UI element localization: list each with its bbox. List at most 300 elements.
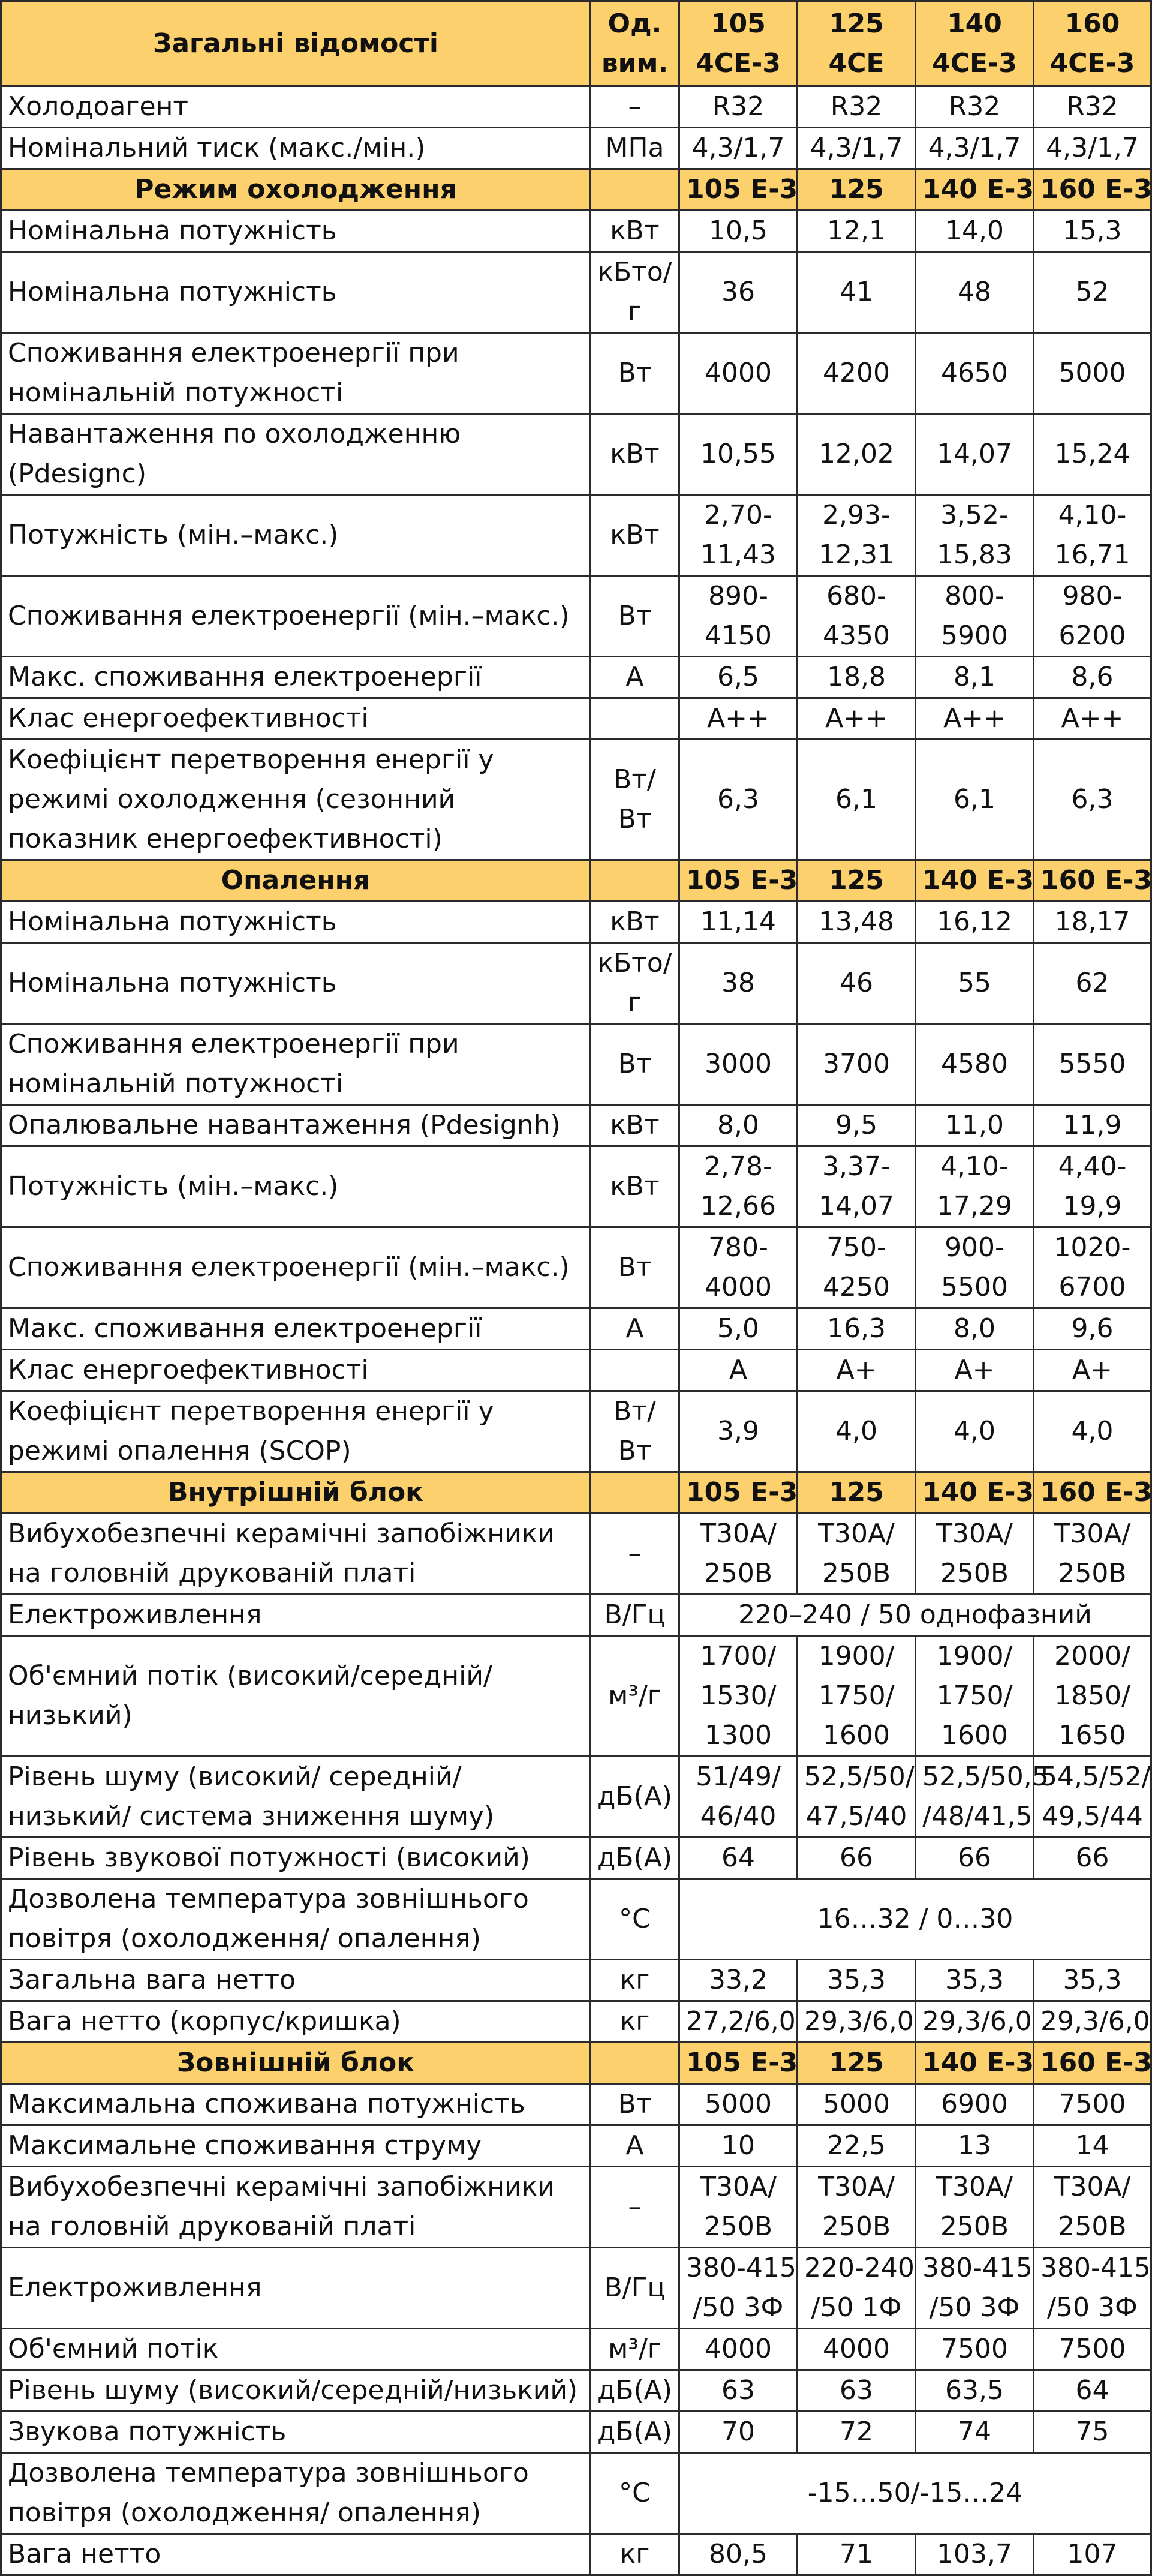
row-value xyxy=(916,1308,1034,1350)
value-line: T30A/ xyxy=(818,2172,895,2202)
row-value xyxy=(798,657,916,698)
row-label: Дозволена температура зовнішнього повітря (охолодження/ опалення) xyxy=(1,2453,591,2534)
row-value xyxy=(916,1838,1034,1879)
cooling-section-header xyxy=(1,169,1151,211)
row-value xyxy=(679,902,798,943)
row-label: Вибухобезпечні керамічні запобіжники на головній друкованій платі xyxy=(1,2167,591,2248)
row-value xyxy=(916,902,1034,943)
row-span-value: 16…32 / 0…30 xyxy=(679,1879,1151,1960)
value-line: A xyxy=(729,1355,748,1385)
value-line: 6900 xyxy=(941,2089,1008,2119)
row-value xyxy=(679,698,798,740)
row-value xyxy=(1034,211,1151,252)
model-header: 160 E-3 xyxy=(1034,169,1151,211)
row-unit: °C xyxy=(591,1879,679,1960)
value-line: 27,2/6,0 xyxy=(686,2006,796,2037)
value-line: 6,5 xyxy=(717,662,759,692)
row-value xyxy=(679,333,798,414)
value-line: 3700 xyxy=(823,1049,890,1079)
value-line: 1300 xyxy=(705,1720,772,1751)
row-span-value: -15…50/-15…24 xyxy=(679,2453,1151,2534)
table-row xyxy=(1,252,1151,333)
value-line: 4200 xyxy=(823,358,890,388)
row-value xyxy=(798,1146,916,1227)
model-header-line2: 4CE-3 xyxy=(696,47,781,79)
row-value xyxy=(798,2412,916,2453)
value-line: 10 xyxy=(721,2130,755,2161)
value-line: 12,1 xyxy=(827,215,886,246)
row-label: Номінальна потужність xyxy=(1,252,591,333)
row-value xyxy=(1034,86,1151,128)
value-line: 66 xyxy=(1075,1842,1109,1873)
row-value xyxy=(679,252,798,333)
row-label: Потужність (мін.–макс.) xyxy=(1,1146,591,1227)
value-line: 63 xyxy=(721,2375,755,2406)
row-value xyxy=(798,2248,916,2329)
row-value xyxy=(916,2125,1034,2167)
value-line: 11,9 xyxy=(1063,1110,1122,1140)
value-line: 36 xyxy=(721,277,755,307)
row-value xyxy=(679,86,798,128)
value-line: 800- xyxy=(945,581,1004,611)
row-value xyxy=(916,1514,1034,1595)
general-header-row xyxy=(1,1,1151,86)
value-line: 750- xyxy=(826,1232,886,1263)
value-line: 6700 xyxy=(1058,1272,1126,1302)
model-column-header xyxy=(798,1,916,86)
value-line: 250В xyxy=(1058,1558,1127,1589)
value-line: 9,6 xyxy=(1071,1313,1114,1344)
row-value xyxy=(1034,1024,1151,1105)
row-value xyxy=(679,1024,798,1105)
row-value xyxy=(1034,902,1151,943)
value-line: T30A/ xyxy=(700,1518,777,1549)
value-line: 4000 xyxy=(705,358,772,388)
row-value xyxy=(798,1838,916,1879)
value-line: 8,0 xyxy=(954,1313,995,1344)
row-value xyxy=(679,128,798,169)
value-line: 1700/ xyxy=(700,1641,777,1671)
value-line: 7500 xyxy=(1058,2334,1126,2364)
value-line: 4,0 xyxy=(835,1416,877,1446)
row-value xyxy=(1034,2125,1151,2167)
row-value xyxy=(798,1105,916,1146)
row-unit: Вт xyxy=(591,1024,679,1105)
row-label: Макс. споживання електроенергії xyxy=(1,657,591,698)
model-header: 125 xyxy=(798,860,916,902)
value-line: 33,2 xyxy=(709,1965,768,1995)
row-value xyxy=(1034,698,1151,740)
value-line: 13 xyxy=(958,2130,991,2161)
value-line: 66 xyxy=(958,1842,991,1873)
row-label: Дозволена температура зовнішнього повітря (охолодження/ опалення) xyxy=(1,1879,591,1960)
row-label: Номінальна потужність xyxy=(1,943,591,1024)
row-value xyxy=(916,1105,1034,1146)
table-row xyxy=(1,657,1151,698)
value-line: 250В xyxy=(940,1558,1009,1589)
row-label: Макс. споживання електроенергії xyxy=(1,1308,591,1350)
row-value xyxy=(1034,495,1151,576)
value-line: 8,1 xyxy=(954,662,995,692)
row-label: Вага нетто xyxy=(1,2534,591,2575)
value-line: A++ xyxy=(707,703,769,734)
value-line: 14 xyxy=(1075,2130,1109,2161)
value-line: 8,0 xyxy=(717,1110,759,1140)
row-value xyxy=(679,1757,798,1838)
model-header: 125 xyxy=(798,1472,916,1514)
row-value xyxy=(679,657,798,698)
row-label: Вибухобезпечні керамічні запобіжники на головній друкованій платі xyxy=(1,1514,591,1595)
row-value xyxy=(916,2534,1034,2575)
row-unit: В/Гц xyxy=(591,2248,679,2329)
value-line: 5000 xyxy=(705,2089,772,2119)
value-line: /50 3Ф xyxy=(1047,2292,1138,2323)
value-line: 11,43 xyxy=(700,539,776,570)
value-line: 107 xyxy=(1067,2539,1118,2569)
value-line: 52,5/50/ xyxy=(804,1761,915,1792)
table-row xyxy=(1,2167,1151,2248)
value-line: 14,07 xyxy=(819,1191,894,1221)
table-row xyxy=(1,1227,1151,1308)
value-line: 3000 xyxy=(705,1049,772,1079)
row-value xyxy=(679,1514,798,1595)
table-row xyxy=(1,86,1151,128)
value-line: 250В xyxy=(822,1558,891,1589)
value-line: 5900 xyxy=(941,620,1008,651)
row-unit: В/Гц xyxy=(591,1595,679,1636)
value-line: 75 xyxy=(1075,2416,1109,2447)
value-line: 71 xyxy=(840,2539,873,2569)
unit-header-line2: вим. xyxy=(601,47,669,79)
row-value xyxy=(679,2534,798,2575)
row-label: Навантаження по охолодженню (Pdesignc) xyxy=(1,414,591,495)
value-line: 4350 xyxy=(823,620,890,651)
table-row xyxy=(1,1350,1151,1391)
value-line: 16,3 xyxy=(827,1313,886,1344)
value-line: /50 3Ф xyxy=(929,2292,1020,2323)
value-line: 4,3/1,7 xyxy=(928,133,1021,163)
value-line: 49,5/44 xyxy=(1042,1801,1143,1832)
row-unit: кБто/г xyxy=(591,943,679,1024)
row-unit: кг xyxy=(591,2001,679,2043)
table-row xyxy=(1,698,1151,740)
value-line: 380-415 xyxy=(1040,2253,1151,2283)
table-row xyxy=(1,2370,1151,2412)
row-value xyxy=(798,128,916,169)
value-line: 80,5 xyxy=(709,2539,768,2569)
value-line: 890- xyxy=(708,581,768,611)
row-value xyxy=(1034,2248,1151,2329)
row-value xyxy=(916,2001,1034,2043)
row-value xyxy=(1034,2084,1151,2125)
value-line: 2,78- xyxy=(704,1151,772,1182)
row-label: Опалювальне навантаження (Pdesignh) xyxy=(1,1105,591,1146)
row-value xyxy=(679,943,798,1024)
row-value xyxy=(1034,943,1151,1024)
cooling-section-title: Режим охолодження xyxy=(1,169,591,211)
row-label: Рівень шуму (високий/ середній/ низький/ система зниження шуму) xyxy=(1,1757,591,1838)
value-line: 6,1 xyxy=(954,784,995,815)
row-unit: кг xyxy=(591,1960,679,2001)
row-value xyxy=(798,211,916,252)
table-row xyxy=(1,1838,1151,1879)
value-line: 15,24 xyxy=(1054,439,1130,469)
row-value xyxy=(1034,1105,1151,1146)
row-label: Клас енергоефективності xyxy=(1,698,591,740)
row-value xyxy=(1034,1757,1151,1838)
value-line: 63 xyxy=(840,2375,873,2406)
table-row xyxy=(1,576,1151,657)
row-unit: кБто/г xyxy=(591,252,679,333)
row-value xyxy=(798,252,916,333)
value-line: 51/49/ xyxy=(696,1761,781,1792)
value-line: 11,14 xyxy=(700,906,776,937)
row-label: Клас енергоефективності xyxy=(1,1350,591,1391)
value-line: 4,10- xyxy=(940,1151,1009,1182)
value-line: 18,17 xyxy=(1054,906,1130,937)
value-line: 14,0 xyxy=(945,215,1004,246)
value-line: 5500 xyxy=(941,1272,1008,1302)
row-value xyxy=(1034,1838,1151,1879)
value-line: 10,55 xyxy=(700,439,776,469)
row-value xyxy=(916,1391,1034,1472)
value-line: 66 xyxy=(840,1842,873,1873)
spec-table-body xyxy=(1,1,1151,2575)
row-value xyxy=(679,1105,798,1146)
row-label: Об'ємний потік (високий/середній/низький) xyxy=(1,1636,591,1757)
value-line: 64 xyxy=(721,1842,755,1873)
value-line: 55 xyxy=(958,968,991,998)
table-row xyxy=(1,2084,1151,2125)
model-header: 125 xyxy=(798,169,916,211)
value-line: A+ xyxy=(1072,1355,1112,1385)
value-line: 4,40- xyxy=(1058,1151,1127,1182)
value-line: 4000 xyxy=(705,2334,772,2364)
table-row xyxy=(1,1105,1151,1146)
row-value xyxy=(916,698,1034,740)
value-line: 74 xyxy=(958,2416,991,2447)
row-value xyxy=(916,414,1034,495)
indoor-section-header xyxy=(1,1472,1151,1514)
row-value xyxy=(1034,2370,1151,2412)
row-unit: – xyxy=(591,1514,679,1595)
table-row xyxy=(1,1514,1151,1595)
row-label: Електроживлення xyxy=(1,1595,591,1636)
row-value xyxy=(1034,1514,1151,1595)
value-line: 3,9 xyxy=(717,1416,759,1446)
value-line: 38 xyxy=(721,968,755,998)
row-value xyxy=(798,495,916,576)
unit-cell-blank xyxy=(591,2043,679,2084)
value-line: R32 xyxy=(830,91,883,122)
table-row xyxy=(1,2248,1151,2329)
value-line: 17,29 xyxy=(937,1191,1012,1221)
value-line: 14,07 xyxy=(937,439,1012,469)
table-row xyxy=(1,1636,1151,1757)
value-line: 19,9 xyxy=(1063,1191,1122,1221)
row-value xyxy=(798,1308,916,1350)
value-line: R32 xyxy=(1066,91,1118,122)
model-header: 160 E-3 xyxy=(1034,1472,1151,1514)
row-value xyxy=(679,2167,798,2248)
row-value xyxy=(1034,1960,1151,2001)
row-value xyxy=(916,1757,1049,1838)
value-line: 4,0 xyxy=(954,1416,995,1446)
row-value xyxy=(679,2001,798,2043)
row-value xyxy=(916,2248,1034,2329)
row-value xyxy=(679,1636,798,1757)
row-value xyxy=(1034,657,1151,698)
value-line: 12,66 xyxy=(700,1191,776,1221)
value-line: 1650 xyxy=(1058,1720,1126,1751)
value-line: 13,48 xyxy=(819,906,894,937)
row-label: Вага нетто (корпус/кришка) xyxy=(1,2001,591,2043)
row-value xyxy=(916,2329,1034,2370)
value-line: 380-415 xyxy=(922,2253,1033,2283)
row-value xyxy=(916,1636,1034,1757)
value-line: 2,70- xyxy=(704,500,772,530)
row-label: Електроживлення xyxy=(1,2248,591,2329)
row-unit: – xyxy=(591,86,679,128)
row-value xyxy=(798,414,916,495)
table-row xyxy=(1,943,1151,1024)
row-value xyxy=(798,2329,916,2370)
row-value xyxy=(916,576,1034,657)
value-line: /50 1Ф xyxy=(811,2292,902,2323)
row-value xyxy=(916,495,1034,576)
row-value xyxy=(798,333,916,414)
value-line: 3,37- xyxy=(822,1151,891,1182)
value-line: 5,0 xyxy=(717,1313,759,1344)
row-unit: м³/г xyxy=(591,1636,679,1757)
row-value xyxy=(1034,1146,1151,1227)
value-line: 1600 xyxy=(941,1720,1008,1751)
value-line: A+ xyxy=(954,1355,995,1385)
value-line: 6,3 xyxy=(717,784,759,815)
value-line: T30A/ xyxy=(936,1518,1013,1549)
value-line: 15,3 xyxy=(1063,215,1122,246)
indoor-section-title: Внутрішній блок xyxy=(1,1472,591,1514)
value-line: 1750/ xyxy=(936,1680,1013,1711)
row-value xyxy=(1034,576,1151,657)
row-value xyxy=(798,740,916,860)
row-unit: дБ(А) xyxy=(591,1757,679,1838)
model-header: 105 E-3 xyxy=(679,2043,798,2084)
value-line: /50 3Ф xyxy=(693,2292,784,2323)
table-row xyxy=(1,740,1151,860)
model-header-line1: 105 xyxy=(711,8,766,39)
model-column-header xyxy=(679,1,798,86)
row-unit: Вт xyxy=(591,1227,679,1308)
row-unit: м³/г xyxy=(591,2329,679,2370)
row-value xyxy=(916,252,1034,333)
row-value xyxy=(679,576,798,657)
row-value xyxy=(1034,2167,1151,2248)
row-value xyxy=(679,414,798,495)
model-header: 140 E-3 xyxy=(916,169,1034,211)
value-line: 3,52- xyxy=(940,500,1009,530)
value-line: A+ xyxy=(836,1355,877,1385)
value-line: 220-240 xyxy=(804,2253,915,2283)
row-value xyxy=(916,2084,1034,2125)
row-value xyxy=(679,211,798,252)
model-header: 140 E-3 xyxy=(916,2043,1034,2084)
model-header: 125 xyxy=(798,2043,916,2084)
model-column-header xyxy=(916,1,1034,86)
row-unit: °C xyxy=(591,2453,679,2534)
row-unit: Вт xyxy=(591,333,679,414)
value-line: 12,31 xyxy=(819,539,894,570)
value-line: 54,5/52/ xyxy=(1040,1761,1151,1792)
row-value xyxy=(916,1024,1034,1105)
heating-section-title: Опалення xyxy=(1,860,591,902)
row-label: Рівень звукової потужності (високий) xyxy=(1,1838,591,1879)
table-row xyxy=(1,902,1151,943)
row-unit: А xyxy=(591,2125,679,2167)
row-unit: кВт xyxy=(591,902,679,943)
unit-header-line1: Од. xyxy=(607,8,662,39)
row-label: Коефіцієнт перетворення енергії у режимі охолодження (сезонний показник енергоефективності) xyxy=(1,740,591,860)
value-line: 35,3 xyxy=(1063,1965,1122,1995)
table-row xyxy=(1,2001,1151,2043)
row-value xyxy=(1034,333,1151,414)
value-line: 29,3/6,0 xyxy=(1040,2006,1150,2037)
value-line: 4,10- xyxy=(1058,500,1127,530)
value-line: 18,8 xyxy=(827,662,886,692)
value-line: T30A/ xyxy=(1054,1518,1131,1549)
value-line: T30A/ xyxy=(818,1518,895,1549)
table-row xyxy=(1,414,1151,495)
value-line: 4,3/1,7 xyxy=(691,133,785,163)
row-value xyxy=(1034,252,1151,333)
row-unit: дБ(А) xyxy=(591,2412,679,2453)
row-value xyxy=(1034,2001,1151,2043)
row-value xyxy=(679,2412,798,2453)
value-line: A++ xyxy=(825,703,888,734)
value-line: 8,6 xyxy=(1071,662,1114,692)
model-header-line1: 140 xyxy=(947,8,1002,39)
value-line: 250В xyxy=(822,2211,891,2242)
table-row xyxy=(1,1757,1151,1838)
value-line: 4,0 xyxy=(1071,1416,1114,1446)
value-line: 2000/ xyxy=(1054,1641,1130,1671)
value-line: 35,3 xyxy=(945,1965,1004,1995)
unit-cell-blank xyxy=(591,1472,679,1514)
model-header: 105 E-3 xyxy=(679,860,798,902)
row-value xyxy=(798,1960,916,2001)
row-value xyxy=(798,2370,916,2412)
row-value xyxy=(679,1391,798,1472)
table-row xyxy=(1,2412,1151,2453)
row-value xyxy=(916,86,1034,128)
row-unit: кВт xyxy=(591,495,679,576)
row-label: Споживання електроенергії (мін.–макс.) xyxy=(1,1227,591,1308)
row-value xyxy=(916,740,1034,860)
row-unit: Вт/Вт xyxy=(591,1391,679,1472)
row-label: Об'ємний потік xyxy=(1,2329,591,2370)
value-line: 1750/ xyxy=(818,1680,895,1711)
value-line: 63,5 xyxy=(945,2375,1004,2406)
table-row xyxy=(1,1146,1151,1227)
value-line: 4250 xyxy=(823,1272,890,1302)
table-row xyxy=(1,2534,1151,2575)
row-value xyxy=(798,2084,916,2125)
value-line: 4000 xyxy=(823,2334,890,2364)
value-line: 46/40 xyxy=(700,1801,777,1832)
table-row xyxy=(1,1879,1151,1960)
value-line: T30A/ xyxy=(936,2172,1013,2202)
value-line: 4000 xyxy=(705,1272,772,1302)
